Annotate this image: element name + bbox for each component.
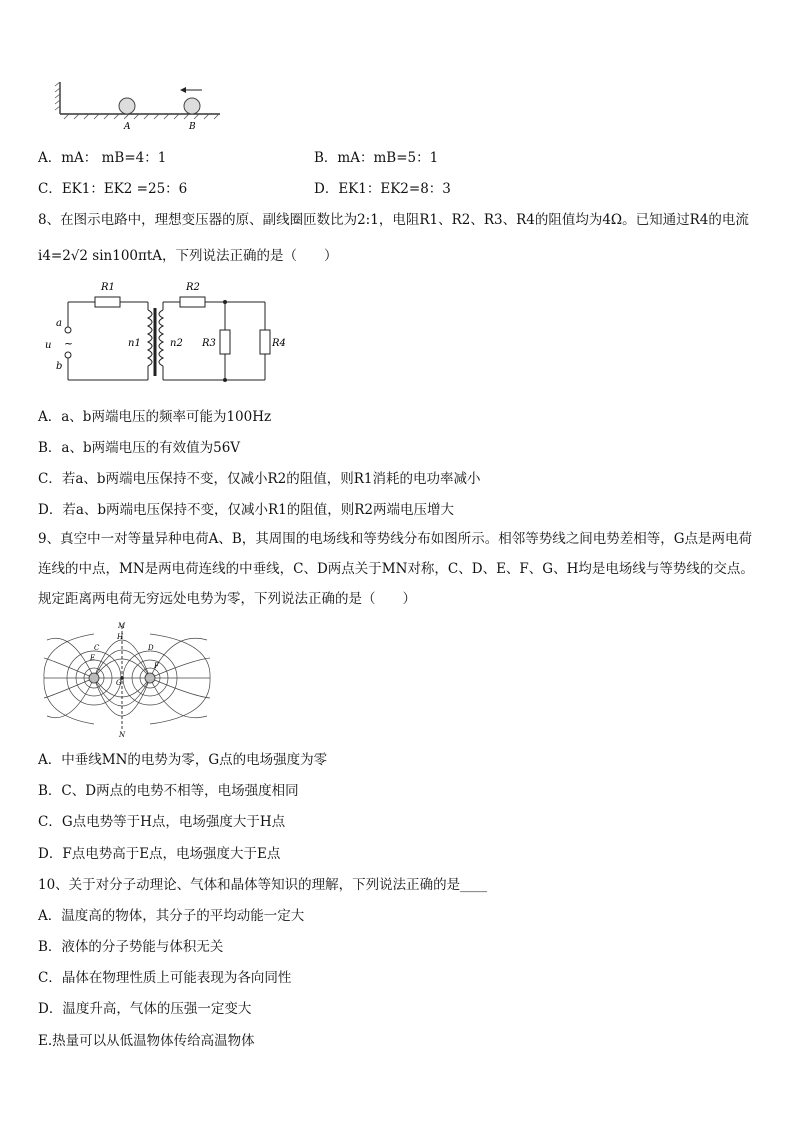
circuit-tilde: ~	[64, 337, 74, 350]
field-m-label: M	[118, 622, 126, 630]
field-h-label: H	[117, 633, 124, 641]
q10-option-c: C．晶体在物理性质上可能表现为各向同性	[38, 970, 292, 986]
q10-option-a: A．温度高的物体，其分子的平均动能一定大	[38, 908, 305, 924]
q8-option-a: A．a、b两端电压的频率可能为100Hz	[38, 409, 272, 425]
q9-stem: 9、真空中一对等量异种电荷A、B，其周围的电场线和等势线分布如图所示。相邻等势线之间电势差相等，G点是两电荷连线的中点，MN是两电荷连线的中垂线，C、D两点关于MN对称，C、D、E、F、G、H均是电场线与等势线的交点。规定距离两电荷无穷远处电势为零，下列说法正确的是（ ）	[38, 531, 754, 607]
q10-option-d: D．温度升高，气体的压强一定变大	[38, 1001, 252, 1017]
circuit-r3-label: R3	[202, 338, 216, 349]
q7-option-a: A．mA： mB=4：1	[38, 150, 167, 166]
q8-option-c: C．若a、b两端电压保持不变，仅减小R2的阻值，则R1消耗的电功率减小	[38, 471, 481, 487]
q8-option-b: B．a、b两端电压的有效值为56V	[38, 440, 241, 456]
ball-b-label: B	[189, 122, 196, 132]
q8-option-d: D．若a、b两端电压保持不变，仅减小R1的阻值，则R2两端电压增大	[38, 502, 455, 518]
circuit-n1-label: n1	[128, 338, 141, 349]
ball-a-label: A	[124, 122, 131, 132]
q7-option-b: B．mA：mB=5：1	[314, 150, 439, 166]
circuit-r1-label: R1	[101, 282, 115, 293]
balls-figure	[50, 82, 230, 132]
field-n-label: N	[119, 731, 126, 738]
circuit-r4-label: R4	[272, 338, 286, 349]
circuit-u-label: u	[45, 340, 52, 351]
circuit-a-label: a	[56, 318, 62, 329]
transformer-circuit	[40, 272, 290, 390]
q9-option-b: B．C、D两点的电势不相等，电场强度相同	[38, 783, 299, 799]
ball-b	[184, 98, 200, 114]
circuit-b-label: b	[56, 361, 63, 372]
field-f-label: F	[154, 662, 159, 670]
field-e-label: E	[90, 654, 96, 662]
q8-stem-line1: 8、在图示电路中，理想变压器的原、副线圈匝数比为2:1，电阻R1、R2、R3、R4的阻值均为4Ω。已知通过R4的电流	[38, 212, 749, 228]
q8-stem-line2: i4=2√2 sin100πtA，下列说法正确的是（ ）	[38, 248, 338, 264]
q9-option-d: D．F点电势高于E点，电场强度大于E点	[38, 846, 281, 862]
circuit-n2-label: n2	[170, 338, 183, 349]
q9-option-a: A．中垂线MN的电势为零，G点的电场强度为零	[38, 752, 328, 768]
q10-option-e: E.热量可以从低温物体传给高温物体	[38, 1033, 255, 1049]
q10-option-b: B．液体的分子势能与体积无关	[38, 939, 224, 955]
field-c-label: C	[94, 644, 100, 652]
q9-option-c: C．G点电势等于H点，电场强度大于H点	[38, 814, 286, 830]
q7-option-c: C．EK1：EK2 =25：6	[38, 181, 188, 197]
ball-a	[119, 98, 135, 114]
field-d-label: D	[148, 644, 154, 652]
q10-stem: 10、关于对分子动理论、气体和晶体等知识的理解，下列说法正确的是____	[38, 877, 488, 893]
q7-option-d: D．EK1：EK2=8：3	[314, 181, 451, 197]
electric-field-figure	[42, 620, 212, 738]
circuit-r2-label: R2	[186, 282, 200, 293]
field-g-label: G	[116, 679, 122, 687]
